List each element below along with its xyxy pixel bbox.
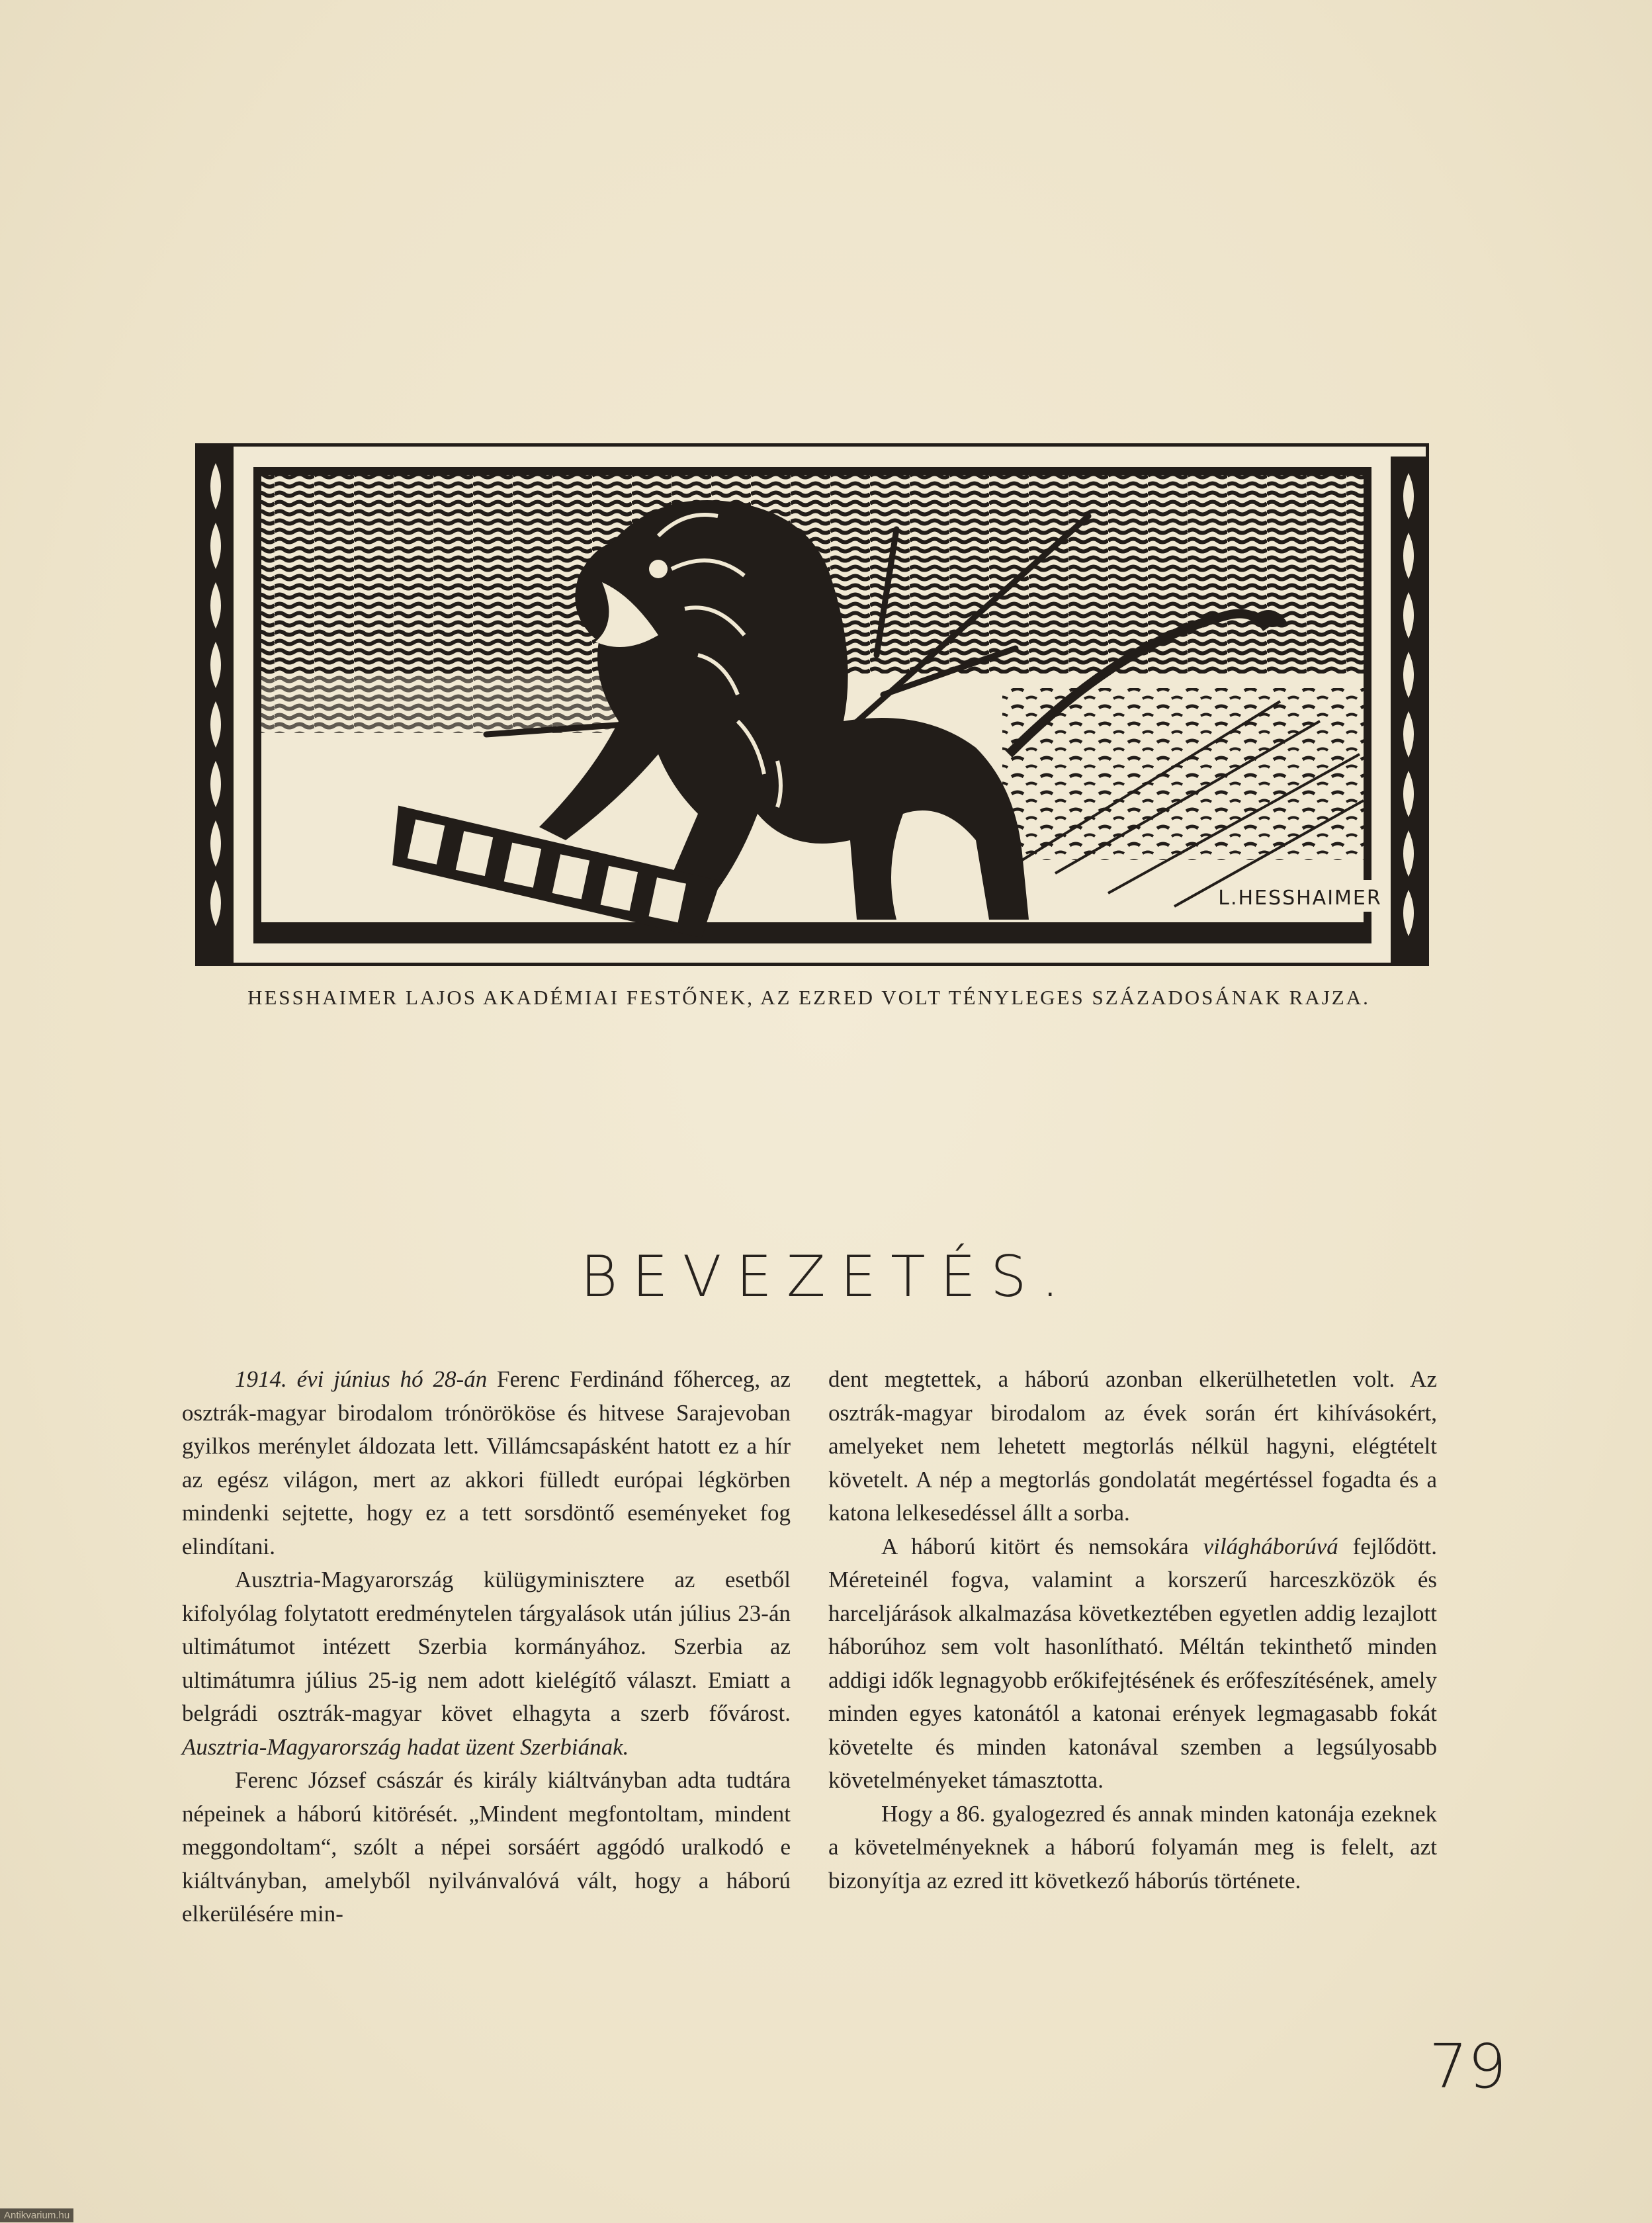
paragraph-2 — [182, 1563, 791, 1764]
paragraph-3: Ferenc József császár és király kiáltványban adta tudtára népeinek a háború kitörését. „Mindent megfontoltam, mindent meggondoltam“, szólt a népei sorsáért aggódó uralkodó e kiáltványban, amelyből nyilvánvalóvá vált, hogy a háború elkerülésére min- — [182, 1767, 791, 1927]
world-war-emphasis: világháborúvá — [1203, 1533, 1338, 1559]
paragraph-5-text: fejlődött. Méreteinél fogva, valamint a korszerű harceszközök és harceljárások alkalmazása következtében egyetlen addig lezajlott háborúhoz sem volt hasonlítható. Méltán tekinthető minden addigi idők legnagyobb erőkifejtésének és erőfeszítésének, amely minden egyes katonától a katonai erények legmagasabb fokát követelte és minden katonával szemben a legsúlyosabb követelményeket támasztotta. — [828, 1533, 1438, 1793]
right-text-column — [828, 1363, 1437, 1897]
paragraph-5-start: A háború kitört és nemsokára — [881, 1533, 1203, 1559]
war-declaration-emphasis: Ausztria-Magyarország hadat üzent Szerbiának. — [182, 1733, 629, 1760]
page-title: BEVEZETÉS. — [580, 1244, 1074, 1310]
watermark: Antikvarium.hu — [0, 2208, 73, 2222]
lion-woodcut-illustration — [195, 443, 1429, 966]
page-number: 79 — [1429, 2031, 1507, 2102]
paragraph-1-text: Ferenc Ferdinánd főherceg, az osztrák-magyar birodalom trónörököse és hitvese Sarajevoban gyilkos merénylet áldozata lett. Villámcsapásként hatott ez a hír az egész világon, mert az akkori fülledt európai légkörben mindenki sejtette, hogy ez a tett sorsdöntő eseményeket fog elindítani. — [182, 1366, 791, 1559]
paragraph-6: Hogy a 86. gyalogezred és annak minden katonája ezeknek a követelményeknek a háború folyamán meg is felelt, azt bizonyítja az ezred itt következő háborús története. — [828, 1800, 1437, 1894]
paragraph-5 — [828, 1530, 1437, 1798]
paragraph-2-text: Ausztria-Magyarország külügyminisztere az esetből kifolyólag folytatott eredménytelen tárgyalások után július 23-án ultimátumot intézett Szerbia kormányához. Szerbia az ultimátumra július 25-ig nem adott kielégítő választ. Emiatt a belgrádi osztrák-magyar követ elhagyta a szerb fővárost. — [182, 1567, 791, 1726]
artist-signature: L.HESSHAIMER — [1218, 887, 1382, 910]
illustration-caption: HESSHAIMER LAJOS AKADÉMIAI FESTŐNEK, AZ EZRED VOLT TÉNYLEGES SZÁZADOSÁNAK RAJZA. — [247, 986, 1370, 1009]
right-ornament-border — [1391, 457, 1426, 963]
paragraph-4: dent megtettek, a háború azonban elkerülhetetlen volt. Az osztrák-magyar birodalom az évek során ért kihívásokért, amelyeket nem lehetett megtorlás nélkül hagyni, elégtételt követelt. A nép a megtorlás gondolatát megértéssel fogadta és a katona lelkesedéssel állt a sorba. — [828, 1366, 1437, 1526]
date-emphasis: 1914. évi június hó 28-án — [235, 1366, 488, 1392]
paragraph-1 — [182, 1363, 791, 1563]
left-ornament-border — [198, 446, 234, 963]
left-text-column — [182, 1363, 791, 1931]
